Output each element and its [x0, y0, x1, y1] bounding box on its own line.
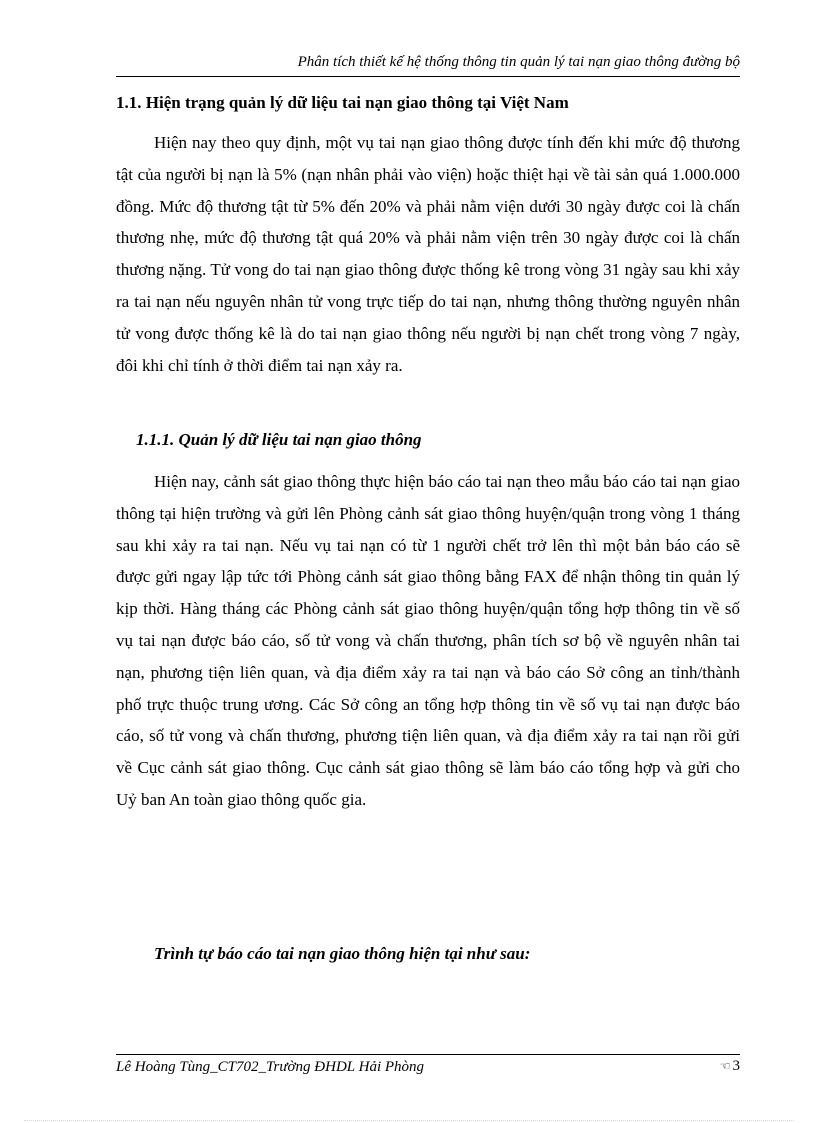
footer-author: Lê Hoàng Tùng_CT702_Trường ĐHDL Hải Phòng [116, 1059, 425, 1075]
procedure-heading: Trình tự báo cáo tai nạn giao thông hiện tại như sau: [154, 944, 531, 963]
page-bottom-edge [24, 1120, 794, 1121]
header-divider [116, 76, 740, 77]
footer-page-number [680, 1056, 740, 1076]
page-number: 3 [732, 1058, 740, 1074]
section-heading-1-1: 1.1. Hiện trạng quản lý dữ liệu tai nạn giao thông tại Việt Nam [116, 93, 569, 112]
running-header: Phân tích thiết kế hệ thống thông tin quản lý tai nạn giao thông đường bộ [297, 54, 740, 70]
footer-divider [116, 1054, 740, 1055]
section-1-1-paragraph: Hiện nay theo quy định, một vụ tai nạn giao thông được tính đến khi mức độ thương tật của người bị nạn là 5% (nạn nhân phải vào viện) hoặc thiệt hại về tài sản quá 1.000.000 đồng. Mức độ thương tật từ 5% đến 20% và phải nằm viện dưới 30 ngày được coi là chấn thương nhẹ, mức độ thương tật quá 20% và phải nằm viện trên 30 ngày được coi là chấn thương nặng. Tử vong do tai nạn giao thông được thống kê trong vòng 31 ngày sau khi xảy ra tai nạn nếu nguyên nhân tử vong trực tiếp do tai nạn, nhưng thông thường nguyên nhân tử vong được thống kê là do tai nạn giao thông nếu người bị nạn chết trong vòng 7 ngày, đôi khi chỉ tính ở thời điểm tai nạn xảy ra. [116, 133, 740, 375]
section-heading-1-1-1: 1.1.1. Quản lý dữ liệu tai nạn giao thông [136, 430, 422, 449]
hand-pointing-icon: ☜ [719, 1059, 731, 1073]
section-1-1-1-paragraph: Hiện nay, cảnh sát giao thông thực hiện báo cáo tai nạn theo mẫu báo cáo tai nạn giao thông tại hiện trường và gửi lên Phòng cảnh sát giao thông huyện/quận trong vòng 1 tháng sau khi xảy ra tai nạn. Nếu vụ tai nạn có từ 1 người chết trở lên thì một bản báo cáo sẽ được gửi ngay lập tức tới Phòng cảnh sát giao thông bằng FAX để nhận thông tin quản lý kịp thời. Hàng tháng các Phòng cảnh sát giao thông huyện/quận tổng hợp thông tin về số vụ tai nạn được báo cáo, số tử vong và chấn thương, phân tích sơ bộ về nguyên nhân tai nạn, phương tiện liên quan, và địa điểm xảy ra tai nạn và báo cáo Sở công an tỉnh/thành phố trực thuộc trung ương. Các Sở công an tổng hợp thông tin về số vụ tai nạn được báo cáo, số tử vong và chấn thương, phương tiện liên quan, và địa điểm xảy ra tai nạn rồi gửi về Cục cảnh sát giao thông. Cục cảnh sát giao thông sẽ làm báo cáo tổng hợp và gửi cho Uỷ ban An toàn giao thông quốc gia. [116, 472, 740, 809]
